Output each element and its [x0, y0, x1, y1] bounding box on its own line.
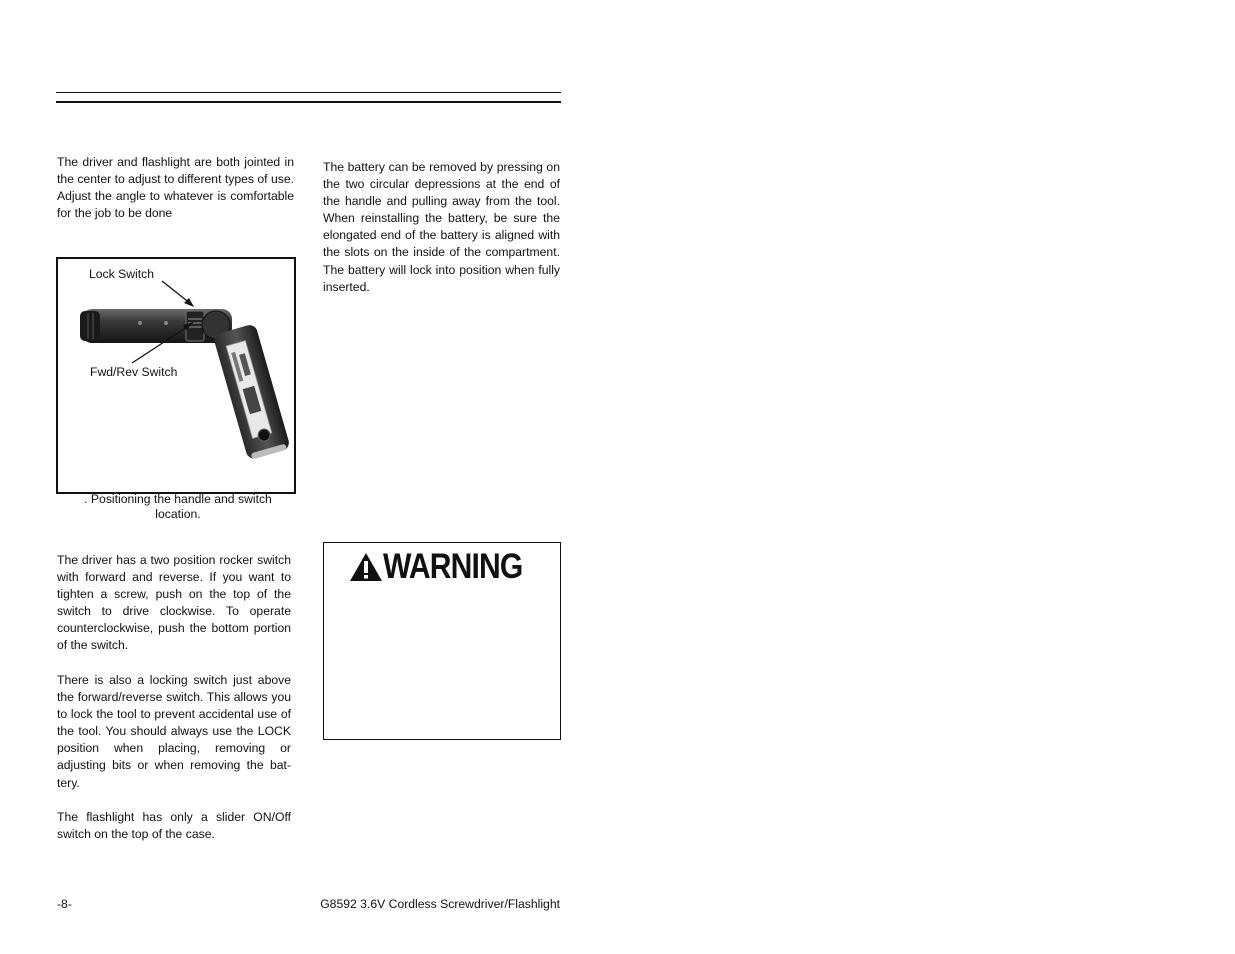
figure-caption: . Positioning the handle and switch location. [84, 492, 272, 521]
page-number: -8- [57, 897, 72, 911]
footer-product-title: G8592 3.6V Cordless Screwdriver/Flashlight [320, 897, 560, 911]
intro-paragraph: The driver and flashlight are both jointed in the center to adjust to different types of use. Adjust the angle to whatever is comfortable for the job to be done [57, 155, 294, 221]
fwd-rev-switch-label: Fwd/Rev Switch [90, 365, 178, 379]
lock-switch-label: Lock Switch [89, 267, 155, 281]
warning-title: WARNING [383, 547, 523, 586]
header-rule-thick [56, 101, 561, 103]
flashlight-switch-paragraph: The flashlight has only a slider ON/Off switch on the top of the case. [57, 810, 291, 842]
rocker-switch-paragraph: The driver has a two position rocker switch with forward and reverse. If you want to tighten a screw, push on the top of the switch to drive clockwise. To operate counterclockwise, push the bottom portion of the switch. [57, 553, 291, 653]
warning-box [323, 542, 561, 740]
header-rule-thin [56, 92, 561, 93]
chuck-shape [80, 311, 100, 341]
battery-paragraph: The battery can be removed by pressing on the two circular depressions at the end of the handle and pulling away from the tool. When reinstalling the battery, be sure the elongated end of the battery is aligned with the slots on the inside of the compartment. The battery will lock into position when fully inserted. [323, 160, 560, 294]
locking-switch-paragraph: There is also a locking switch just above the forward/reverse switch. This allows you to lock the tool to prevent accidental use of the tool. You should always use the LOCK position when placing, removing or adjusting bits or when removing the battery. [57, 673, 291, 790]
warning-header [349, 549, 545, 585]
figure-positioning-handle [56, 257, 296, 494]
warning-triangle-icon [349, 552, 383, 582]
